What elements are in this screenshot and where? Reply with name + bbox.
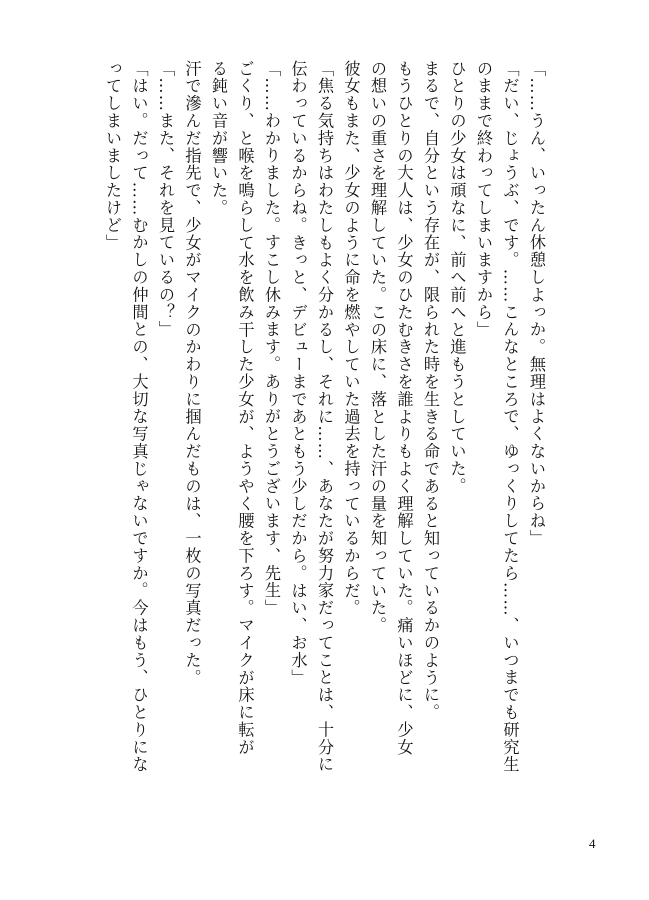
text-line: ひとりの少女は頑なに、前へ前へと進もうとしていた。 <box>447 60 467 495</box>
text-line: 「はい。だって……むかしの仲間との、大切な写真じゃないですか。今はもう、ひとりにな <box>129 60 149 774</box>
text-line: 「だい、じょうぶ、です。……こんなところで、ゆっくりしてたら……、いつまでも研究生 <box>500 60 520 774</box>
text-line: 「……また、それを見ているの？」 <box>156 60 175 339</box>
text-line: 「焦る気持ちはわたしもよく分かるし、それに……、あなたが努力家だってことは、十分に <box>315 60 334 774</box>
text-line: のままで終わってしまいますから」 <box>474 60 493 339</box>
text-line: 「……うん、いったん休憩しよっか。無理はよくないからね」 <box>527 60 546 548</box>
text-line: まるで、自分という存在が、限られた時を生きる命であると知っているかのように。 <box>421 60 440 722</box>
text-line: 伝わっているからね。きっと、デビューまであともう少しだから。はい、お水」 <box>288 60 308 687</box>
text-line: ってしまいましたけど」 <box>103 60 122 252</box>
page-number: 4 <box>589 836 596 851</box>
text-line: もうひとりの大人は、少女のひたむきさを誰よりもよく理解していた。痛いほどに、少女 <box>394 60 414 756</box>
text-line: る鈍い音が響いた。 <box>209 60 228 217</box>
text-line: の想いの重さを理解していた。この床に、落とした汗の量を知っていた。 <box>368 60 387 635</box>
text-line: 彼女もまた、少女のように命を燃やしていた過去を持っているからだ。 <box>341 60 361 617</box>
text-line: 汗で滲んだ指先で、少女がマイクのかわりに掴んだものは、一枚の写真だった。 <box>182 60 202 687</box>
text-line: 「……わかりました。すこし休みます。ありがとうございます、先生」 <box>262 60 281 617</box>
vertical-text-body <box>79 60 549 840</box>
text-line: ごくり、と喉を鳴らして水を飲み干した少女が、ようやく腰を下ろす。マイクが床に転が <box>235 60 255 756</box>
